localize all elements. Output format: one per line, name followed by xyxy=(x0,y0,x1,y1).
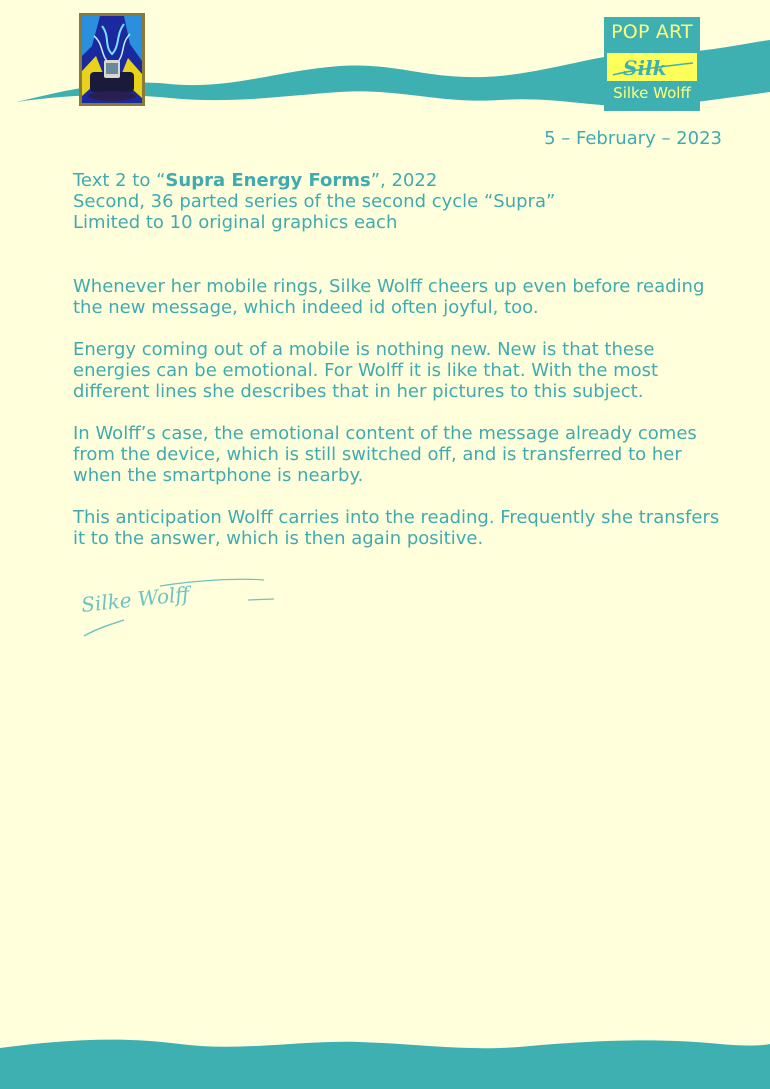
series-title: Supra Energy Forms xyxy=(165,170,371,191)
paragraph: Whenever her mobile rings, Silke Wolff cheers up even before reading the new message, which indeed id often joyful, too. xyxy=(73,276,705,318)
pop-art-logo xyxy=(604,17,700,111)
logo-script-band xyxy=(607,53,697,81)
intro-block xyxy=(73,170,723,233)
intro-edition-line: Limited to 10 original graphics each xyxy=(73,212,398,233)
logo-script-icon xyxy=(607,53,697,81)
signature-text: Silke Wolff xyxy=(80,581,191,617)
footer-wave xyxy=(0,1030,770,1089)
intro-title-line: Text 2 to “Supra Energy Forms”, 2022 xyxy=(73,170,438,191)
letter-date: 5 – February – 2023 xyxy=(544,128,722,149)
paragraph: This anticipation Wolff carries into the reading. Frequently she transfers it to the answer, which is then again positive. xyxy=(73,507,720,549)
logo-pop-art-text: POP ART xyxy=(611,21,693,43)
paragraph: In Wolff’s case, the emotional content of the message already comes from the device, which is still switched off, and is transferred to her when the smartphone is nearby. xyxy=(73,423,697,486)
paragraph: Energy coming out of a mobile is nothing new. New is that these energies can be emotional. For Wolff it is like that. With the most different lines she describes that in her pictures to this subject. xyxy=(73,339,659,402)
intro-series-line: Second, 36 parted series of the second cycle “Supra” xyxy=(73,191,556,212)
handwritten-signature-icon xyxy=(78,572,283,644)
logo-artist-name: Silke Wolff xyxy=(613,84,691,102)
artwork-thumbnail xyxy=(79,13,145,106)
letter-body xyxy=(73,276,721,570)
logo-script-word: Silk xyxy=(623,56,667,80)
